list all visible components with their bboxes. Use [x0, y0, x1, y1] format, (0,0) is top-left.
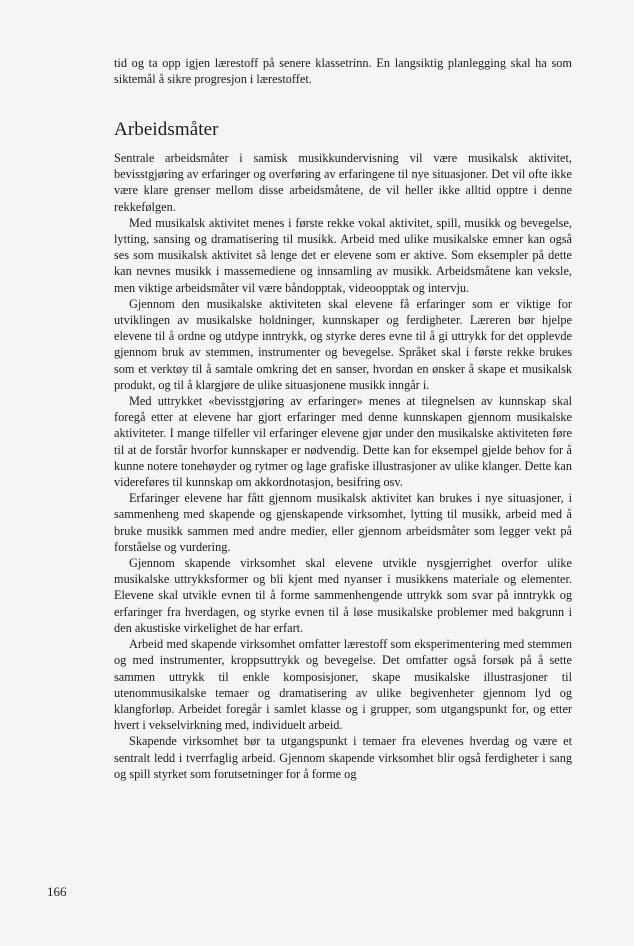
paragraph: Skapende virksomhet bør ta utgangspunkt i temaer fra elevenes hverdag og være et sentralt ledd i tverrfaglig arbeid. Gjennom skapende virksomhet blir også ferdigheter i sang og spill styrket som forutsetninger for å forme og [114, 734, 572, 781]
intro-text [114, 55, 572, 87]
paragraph: Med uttrykket «bevisstgjøring av erfaringer» menes at tilegnelsen av kunnskap skal foregå etter at elevene har gjort erfaringer med denne kunnskapen gjennom musikalske aktiviteter. I mange tilfeller vil erfaringer elevene gjør under den musikalske aktiviteten føre til at de forstår hvorfor kunnskaper er nødvendig. Dette kan for eksempel gjelde behov for å kunne notere tonehøyder og rytmer og lage grafiske illustrasjoner av ulike klanger. Dette kan videreføres til kunnskap om akkordnotasjon, besifring osv. [114, 394, 572, 490]
paragraph: Gjennom skapende virksomhet skal elevene utvikle nysgjerrighet overfor ulike musikalske uttrykksformer og bli kjent med nyanser i musikkens materiale og elementer. Elevene skal utvikle evnen til å forme sammenhengende uttrykk som svar på inntrykk og erfaringer fra hverdagen, og styrke evnen til å løse musikalske problemer med bakgrunn i den akustiske virkelighet de har erfart. [114, 556, 572, 635]
paragraph: Med musikalsk aktivitet menes i første rekke vokal aktivitet, spill, musikk og bevegelse, lytting, sansing og dramatisering til musikk. Arbeid med ulike musikalske emner kan også ses som musikalsk aktivitet så lenge det er elevene som er aktive. Som eksempler på dette kan nevnes musikk i massemediene og innsamling av musikk. Arbeidsmåtene kan veksle, men viktige arbeidsmåter vil være båndopptak, videoopptak og intervju. [114, 215, 572, 295]
paragraph: Sentrale arbeidsmåter i samisk musikkundervisning vil være musikalsk aktivitet, bevisstgjøring av erfaringer og overføring av erfaringene til nye situasjoner. Det vil ofte ikke være klare grenser mellom disse arbeidsmåtene, de vil heller ikke alltid opptre i denne rekkefølgen. [114, 151, 572, 214]
intro-paragraph: tid og ta opp igjen lærestoff på senere klassetrinn. En langsiktig planlegging skal ha som siktemål å sikre progresjon i lærestoffet. [114, 56, 572, 87]
paragraph: Arbeid med skapende virksomhet omfatter lærestoff som eksperimentering med stemmen og med instrumenter, kroppsuttrykk og bevegelse. Det omfatter også forsøk på å sette sammen uttrykk til enkle komposisjoner, skape musikalske illustrasjoner til utenommusikalske temaer og dramatisering av ulike begivenheter gjennom lyd og klangforløp. Arbeidet foregår i samlet klasse og i grupper, som utgangspunkt for, og etter hvert i vekselvirkning med, individuelt arbeid. [114, 637, 572, 733]
page-number: 166 [47, 884, 67, 899]
section-heading: Arbeidsmåter [114, 119, 219, 140]
section-body [114, 150, 572, 782]
paragraph: Erfaringer elevene har fått gjennom musikalsk aktivitet kan brukes i nye situasjoner, i sammenheng med skapende og gjenskapende virksomhet, lytting til musikk, arbeid med å bruke musikk sammen med andre medier, eller gjennom arbeidsmåter som legger vekt på forståelse og vurdering. [114, 491, 572, 554]
paragraph: Gjennom den musikalske aktiviteten skal elevene få erfaringer som er viktige for utviklingen av musikalske holdninger, kunnskaper og ferdigheter. Læreren bør hjelpe elevene til å ordne og utdype inntrykk, og styrke deres evne til å gi uttrykk for det opplevde gjennom bruk av stemmen, instrumenter og bevegelse. Språket skal i første rekke brukes som et verktøy til å samtale omkring det en sanser, hvordan en ønsker å skape et musikalsk produkt, og til å klargjøre de ulike situasjonene musikk inngår i. [114, 296, 572, 392]
